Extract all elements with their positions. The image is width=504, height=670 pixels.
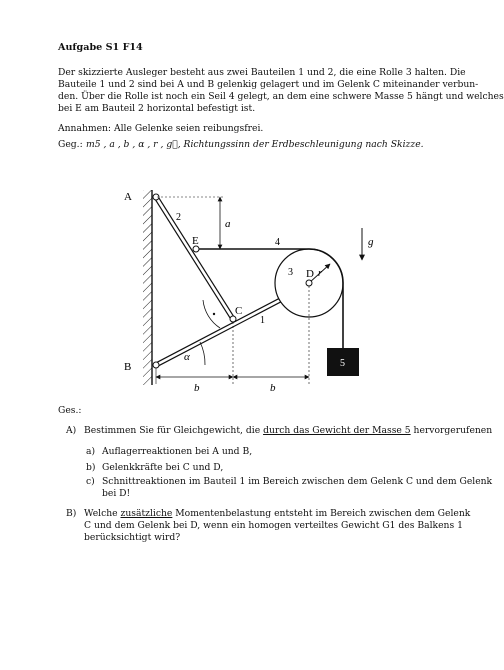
label-E: E	[192, 235, 199, 247]
question-B-underlined: zusätzliche	[120, 508, 173, 519]
item-c-line-2: bei D!	[102, 488, 131, 499]
label-D: D	[306, 268, 314, 280]
label-rope-4: 4	[275, 237, 280, 248]
question-B-before: Welche	[84, 508, 121, 519]
question-A-label: A)	[66, 425, 77, 436]
item-b-text: Gelenkkräfte bei C und D,	[102, 462, 224, 473]
question-A-after: hervorgerufenen	[410, 425, 493, 436]
joint-D	[306, 280, 312, 286]
label-dim-a: a	[225, 218, 231, 230]
right-angle-dot	[213, 313, 215, 315]
question-B-line-3: berücksichtigt wird?	[84, 532, 181, 543]
intro-line-3: den. Über die Rolle ist noch ein Seil 4 gelegt, an dem eine schwere Masse 5 hängt und welches	[58, 91, 504, 102]
questions-label: Ges.:	[58, 405, 82, 416]
given-label: Geg.:	[58, 139, 83, 150]
intro-line-4: bei E am Bauteil 2 horizontal befestigt ist.	[58, 103, 256, 114]
item-a-text: Auflagerreaktionen bei A und B,	[102, 446, 253, 457]
label-A: A	[124, 191, 132, 203]
question-A-text	[84, 425, 492, 437]
question-B-line-1	[84, 508, 470, 520]
label-C: C	[235, 305, 243, 317]
label-gravity-g: g	[368, 236, 374, 248]
label-radius-r: r	[318, 268, 322, 279]
item-a-label: a)	[86, 446, 96, 457]
alpha-arc	[200, 342, 205, 365]
label-mass-5: 5	[340, 358, 345, 369]
label-B: B	[124, 361, 132, 373]
item-c-line-1: Schnittreaktionen im Bauteil 1 im Bereich zwischen dem Gelenk C und dem Gelenk	[102, 476, 493, 487]
wall-hatching	[143, 190, 152, 385]
label-member-1: 1	[260, 315, 265, 326]
question-B-after: Momentenbelastung entsteht im Bereich zwischen dem Gelenk	[172, 508, 471, 519]
intro-line-1: Der skizzierte Ausleger besteht aus zwei Bauteilen 1 und 2, die eine Rolle 3 halten. Die	[58, 67, 466, 78]
given-text: m5 , a , b , α , r , g⃗, Richtungssinn der Erdbeschleunigung nach Skizze.	[86, 139, 424, 150]
right-angle-arc	[203, 300, 220, 328]
item-c-label: c)	[86, 476, 95, 487]
question-B-line-2: C und dem Gelenk bei D, wenn ein homogen verteiltes Gewicht G1 des Balkens 1	[84, 520, 463, 531]
joint-B	[153, 362, 159, 368]
label-dim-b-right: b	[270, 382, 276, 394]
label-dim-b-left: b	[194, 382, 200, 394]
task-title: Aufgabe S1 F14	[58, 42, 143, 53]
question-B-label: B)	[66, 508, 77, 519]
assumption-text: Annahmen: Alle Gelenke seien reibungsfrei.	[58, 123, 264, 134]
boom-diagram	[0, 180, 474, 420]
question-A-underlined: durch das Gewicht der Masse 5	[263, 425, 411, 436]
item-b-label: b)	[86, 462, 96, 473]
label-member-2: 2	[176, 212, 181, 223]
label-alpha: α	[184, 351, 190, 363]
question-A-before: Bestimmen Sie für Gleichgewicht, die	[84, 425, 264, 436]
label-pulley-3: 3	[288, 267, 293, 278]
intro-line-2: Bauteile 1 und 2 sind bei A und B gelenkig gelagert und im Gelenk C miteinander verbun-	[58, 79, 479, 90]
